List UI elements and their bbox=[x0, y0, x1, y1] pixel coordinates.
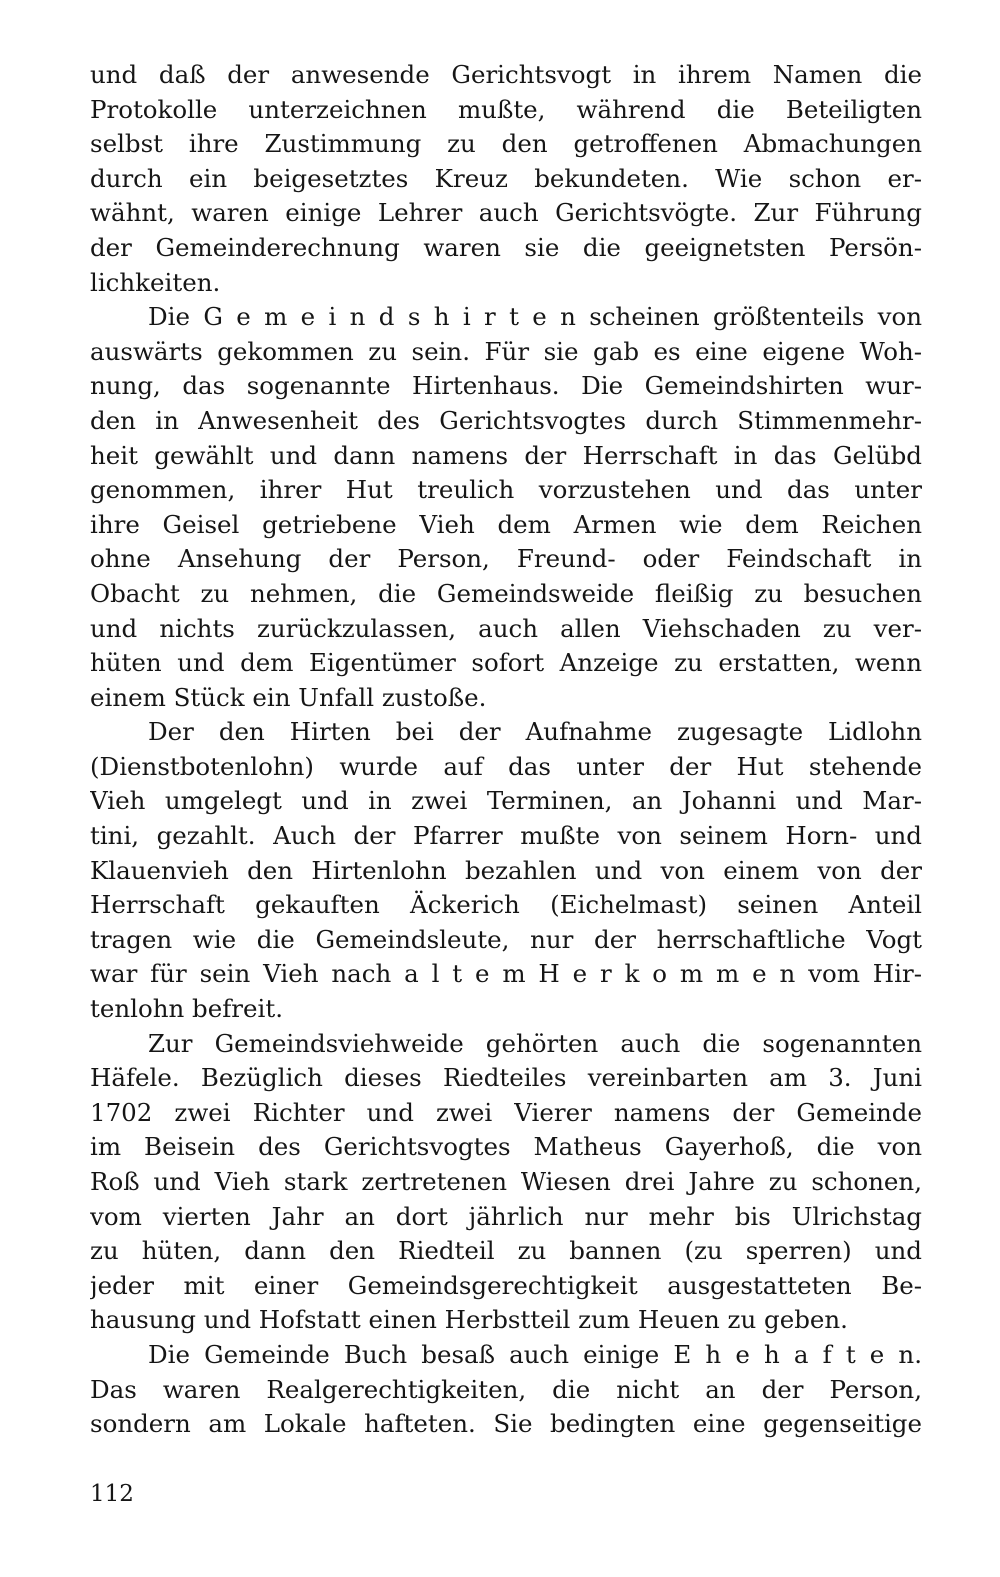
text-line: hausung und Hofstatt einen Herbstteil zum Heuen zu geben. bbox=[90, 1305, 848, 1335]
text-line: heit gewählt und dann namens der Herrschaft in das Gelübd bbox=[90, 440, 922, 470]
text-line: Roß und Vieh stark zertretenen Wiesen drei Jahre zu schonen, bbox=[90, 1167, 922, 1196]
text-line: zu hüten, dann den Riedteil zu bannen (zu sperren) und bbox=[90, 1236, 922, 1266]
text-line: Herrschaft gekauften Äckerich (Eichelmast) seinen Anteil bbox=[90, 890, 922, 920]
text-line: hüten und dem Eigentümer sofort Anzeige zu erstatten, wenn bbox=[90, 648, 922, 678]
text-line: jeder mit einer Gemeindsgerechtigkeit ausgestatteten Be- bbox=[90, 1270, 922, 1300]
text-line: 1702 zwei Richter und zwei Vierer namens der Gemeinde bbox=[90, 1097, 922, 1127]
text-line: Protokolle unterzeichnen mußte, während die Beteiligten bbox=[90, 94, 922, 124]
text-line: Der den Hirten bei der Aufnahme zugesagte Lidlohn bbox=[148, 717, 922, 747]
text-line: ohne Ansehung der Person, Freund- oder Feindschaft in bbox=[90, 544, 922, 574]
text-line: lichkeiten. bbox=[90, 267, 221, 297]
text-line: Die Gemeinde Buch besaß auch einige E h e h a f t e n. bbox=[148, 1339, 922, 1369]
text-line: tini, gezahlt. Auch der Pfarrer mußte von seinem Horn- und bbox=[90, 821, 922, 851]
text-block bbox=[90, 58, 922, 1442]
text-line: Vieh umgelegt und in zwei Terminen, an Johanni und Mar- bbox=[90, 786, 922, 816]
text-line: Zur Gemeindsviehweide gehörten auch die sogenannten bbox=[148, 1028, 922, 1058]
text-line: Die G e m e i n d s h i r t e n scheinen größtenteils von bbox=[148, 302, 922, 332]
text-line: durch ein beigesetztes Kreuz bekundeten. Wie schon er- bbox=[90, 163, 922, 193]
text-line: auswärts gekommen zu sein. Für sie gab es eine eigene Woh- bbox=[90, 336, 922, 366]
text-line: einem Stück ein Unfall zustoße. bbox=[90, 682, 487, 712]
text-line: im Beisein des Gerichtsvogtes Matheus Gayerhoß, die von bbox=[90, 1132, 922, 1162]
text-line: selbst ihre Zustimmung zu den getroffenen Abmachungen bbox=[90, 129, 922, 159]
text-line: Obacht zu nehmen, die Gemeindsweide fleißig zu besuchen bbox=[90, 578, 922, 608]
text-line: Häfele. Bezüglich dieses Riedteiles vereinbarten am 3. Juni bbox=[90, 1063, 922, 1093]
text-line: den in Anwesenheit des Gerichtsvogtes durch Stimmenmehr- bbox=[90, 405, 922, 435]
text-line: und nichts zurückzulassen, auch allen Viehschaden zu ver- bbox=[90, 613, 922, 643]
text-line: sondern am Lokale hafteten. Sie bedingten eine gegenseitige bbox=[90, 1409, 922, 1439]
text-line: tragen wie die Gemeindsleute, nur der herrschaftliche Vogt bbox=[90, 924, 922, 954]
text-line: genommen, ihrer Hut treulich vorzustehen und das unter bbox=[90, 475, 922, 505]
text-line: der Gemeinderechnung waren sie die geeignetsten Persön- bbox=[90, 232, 922, 262]
text-line: tenlohn befreit. bbox=[90, 994, 283, 1024]
page-number: 112 bbox=[90, 1481, 134, 1507]
text-line: ihre Geisel getriebene Vieh dem Armen wie dem Reichen bbox=[90, 509, 922, 539]
text-line: wähnt, waren einige Lehrer auch Gerichtsvögte. Zur Führung bbox=[90, 198, 922, 228]
text-line: und daß der anwesende Gerichtsvogt in ihrem Namen die bbox=[90, 60, 922, 89]
text-line: (Dienstbotenlohn) wurde auf das unter der Hut stehende bbox=[90, 751, 922, 781]
text-line: Das waren Realgerechtigkeiten, die nicht an der Person, bbox=[90, 1374, 922, 1404]
text-line: war für sein Vieh nach a l t e m H e r k o m m e n vom Hir- bbox=[90, 959, 922, 989]
text-line: vom vierten Jahr an dort jährlich nur mehr bis Ulrichstag bbox=[90, 1201, 922, 1231]
text-line: Klauenvieh den Hirtenlohn bezahlen und von einem von der bbox=[90, 855, 922, 885]
text-line: nung, das sogenannte Hirtenhaus. Die Gemeindshirten wur- bbox=[90, 371, 922, 401]
